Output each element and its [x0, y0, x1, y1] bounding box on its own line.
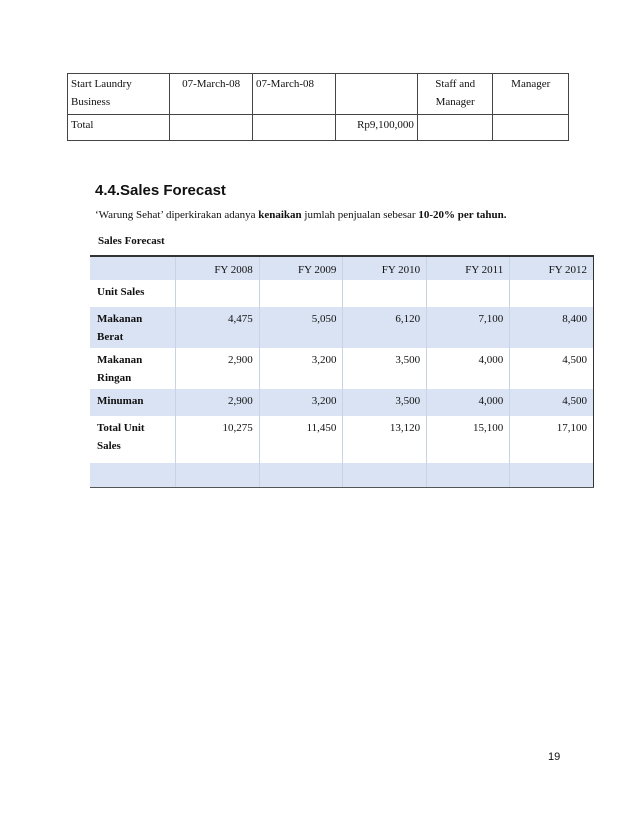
table-cell: 4,475 — [176, 307, 260, 348]
table-cell — [417, 115, 493, 141]
intro-paragraph — [95, 209, 506, 221]
table-cell: 10,275 — [176, 416, 260, 463]
year-header: FY 2012 — [510, 256, 594, 280]
table-cell: 3,500 — [343, 389, 427, 416]
table-cell: 6,120 — [343, 307, 427, 348]
table-row — [68, 74, 569, 115]
table-cell — [510, 280, 594, 307]
sales-forecast-table — [90, 255, 594, 488]
table-cell: 07-March-08 — [253, 74, 336, 115]
table-cell: 13,120 — [343, 416, 427, 463]
table-cell — [427, 280, 510, 307]
table-cell — [259, 463, 343, 488]
table-row — [90, 389, 594, 416]
table-caption: Sales Forecast — [98, 235, 165, 247]
section-heading: 4.4.Sales Forecast — [95, 182, 226, 199]
table-cell — [253, 115, 336, 141]
year-header: FY 2008 — [176, 256, 260, 280]
table-row — [90, 307, 594, 348]
table-cell: 3,200 — [259, 348, 343, 389]
table-row — [90, 348, 594, 389]
table-cell — [335, 74, 417, 115]
header-row — [90, 256, 594, 280]
table-cell — [343, 280, 427, 307]
year-header: FY 2011 — [427, 256, 510, 280]
milestone-table — [67, 73, 569, 141]
row-label: Makanan Ringan — [97, 354, 143, 384]
section-row — [90, 280, 594, 307]
table-cell — [176, 280, 260, 307]
table-cell: 2,900 — [176, 389, 260, 416]
table-cell: 5,050 — [259, 307, 343, 348]
table-cell: Start Laundry Business — [68, 74, 170, 115]
blank-row — [90, 463, 594, 488]
table-cell — [493, 115, 569, 141]
table-cell: 15,100 — [427, 416, 510, 463]
table-cell: 4,000 — [427, 389, 510, 416]
table-cell — [170, 115, 253, 141]
table-cell: 17,100 — [510, 416, 594, 463]
table-cell — [90, 463, 176, 488]
table-cell: 3,200 — [259, 389, 343, 416]
table-cell: Staff and Manager — [417, 74, 493, 115]
row-label: Makanan Berat — [90, 307, 176, 348]
table-cell: 4,000 — [427, 348, 510, 389]
table-cell — [427, 463, 510, 488]
table-cell: 07-March-08 — [170, 74, 253, 115]
year-header: FY 2009 — [259, 256, 343, 280]
table-cell: Manager — [493, 74, 569, 115]
intro-emphasis: kenaikan — [258, 209, 302, 221]
intro-text: ‘Warung Sehat’ diperkirakan adanya — [95, 209, 259, 221]
row-label: Unit Sales — [97, 286, 145, 298]
table-cell: 7,100 — [427, 307, 510, 348]
table-cell: 11,450 — [259, 416, 343, 463]
year-header: FY 2010 — [343, 256, 427, 280]
page-number: 19 — [548, 751, 561, 763]
table-cell — [343, 463, 427, 488]
header-cell-empty — [90, 256, 176, 280]
table-cell — [176, 463, 260, 488]
table-cell: 4,500 — [510, 389, 594, 416]
table-cell: 3,500 — [343, 348, 427, 389]
table-cell: 2,900 — [176, 348, 260, 389]
row-label: Total Unit Sales — [97, 422, 145, 452]
intro-emphasis: 10-20% per tahun. — [418, 209, 507, 221]
table-cell: 8,400 — [510, 307, 594, 348]
table-row — [68, 115, 569, 141]
total-row — [90, 416, 594, 463]
table-cell — [259, 280, 343, 307]
table-cell — [510, 463, 594, 488]
table-cell: Total — [68, 115, 170, 141]
table-cell: 4,500 — [510, 348, 594, 389]
row-label: Minuman — [90, 389, 176, 416]
table-cell: Rp9,100,000 — [335, 115, 417, 141]
intro-text: jumlah penjualan sebesar — [301, 209, 419, 221]
